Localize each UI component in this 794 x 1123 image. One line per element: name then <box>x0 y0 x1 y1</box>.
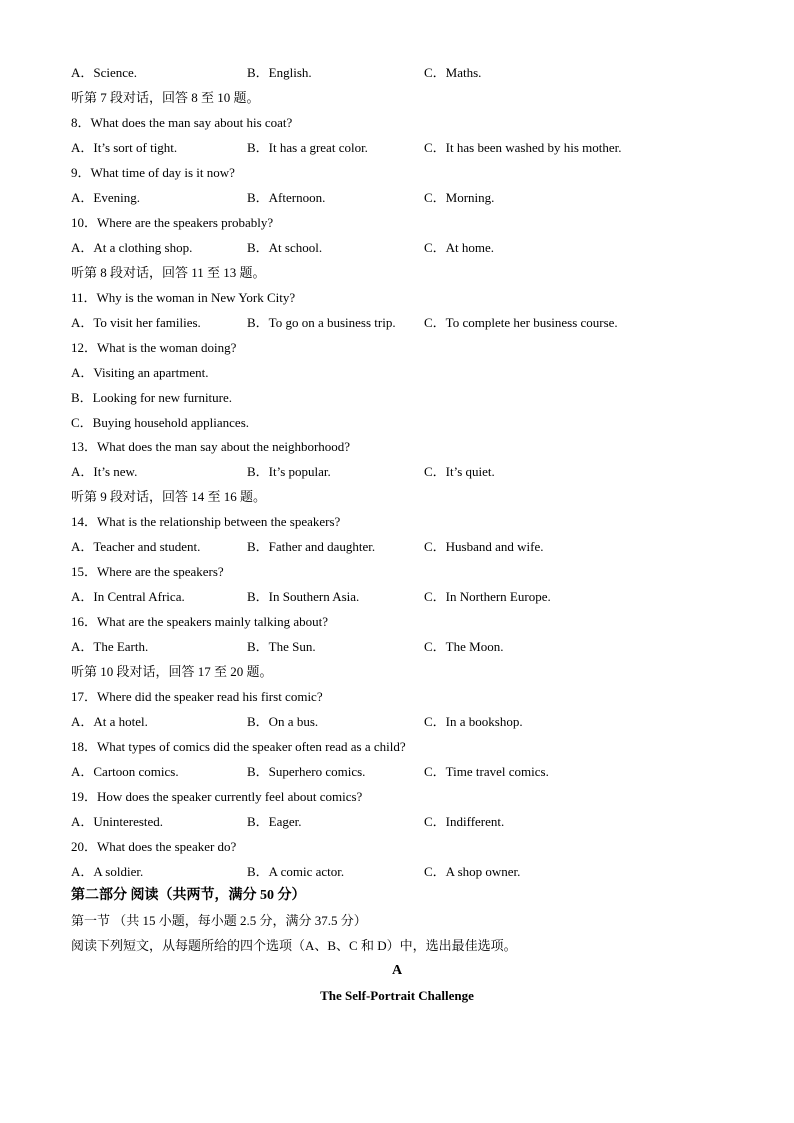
q11-option-c: C．To complete her business course. <box>424 315 618 330</box>
dialog-7-instruction: 听第 7 段对话，回答 8 至 10 题。 <box>71 90 260 105</box>
q7-option-b: B．English. <box>247 65 312 80</box>
dialog-8-instruction: 听第 8 段对话，回答 11 至 13 题。 <box>71 265 266 280</box>
q14-option-c: C．Husband and wife. <box>424 539 544 554</box>
q16-option-c: C．The Moon. <box>424 639 504 654</box>
q13-stem: 13．What does the man say about the neighborhood? <box>71 439 351 454</box>
q10-option-a: A．At a clothing shop. <box>71 240 193 255</box>
q17-option-c: C．In a bookshop. <box>424 714 523 729</box>
q18-option-b: B．Superhero comics. <box>247 764 366 779</box>
q12-stem: 12．What is the woman doing? <box>71 340 237 355</box>
q17-option-a: A．At a hotel. <box>71 714 148 729</box>
q9-option-a: A．Evening. <box>71 190 140 205</box>
q19-option-c: C．Indifferent. <box>424 814 505 829</box>
q12-option-b: B．Looking for new furniture. <box>71 390 233 405</box>
q20-stem: 20．What does the speaker do? <box>71 839 237 854</box>
q19-option-a: A．Uninterested. <box>71 814 164 829</box>
q15-option-b: B．In Southern Asia. <box>247 589 360 604</box>
q8-option-b: B．It has a great color. <box>247 140 368 155</box>
q19-stem: 19．How does the speaker currently feel about comics? <box>71 789 363 804</box>
q9-stem: 9．What time of day is it now? <box>71 165 235 180</box>
q11-option-a: A．To visit her families. <box>71 315 201 330</box>
passage-letter: A <box>391 963 403 978</box>
q9-option-b: B．Afternoon. <box>247 190 326 205</box>
q20-option-b: B．A comic actor. <box>247 864 345 879</box>
q20-option-c: C．A shop owner. <box>424 864 521 879</box>
q18-stem: 18．What types of comics did the speaker often read as a child? <box>71 739 406 754</box>
q10-option-c: C．At home. <box>424 240 495 255</box>
passage-title: The Self-Portrait Challenge <box>320 988 474 1003</box>
q17-option-b: B．On a bus. <box>247 714 319 729</box>
q7-option-a: A．Science. <box>71 65 138 80</box>
q12-option-c: C．Buying household appliances. <box>71 415 250 430</box>
q13-option-b: B．It’s popular. <box>247 464 331 479</box>
q18-option-a: A．Cartoon comics. <box>71 764 179 779</box>
q18-option-c: C．Time travel comics. <box>424 764 549 779</box>
reading-instructions: 阅读下列短文，从每题所给的四个选项（A、B、C 和 D）中，选出最佳选项。 <box>71 938 517 953</box>
q19-option-b: B．Eager. <box>247 814 302 829</box>
q7-option-c: C．Maths. <box>424 65 482 80</box>
q8-stem: 8．What does the man say about his coat? <box>71 115 293 130</box>
dialog-10-instruction: 听第 10 段对话，回答 17 至 20 题。 <box>71 664 273 679</box>
q10-option-b: B．At school. <box>247 240 323 255</box>
q9-option-c: C．Morning. <box>424 190 495 205</box>
q16-option-a: A．The Earth. <box>71 639 149 654</box>
q15-stem: 15．Where are the speakers? <box>71 564 224 579</box>
q16-stem: 16．What are the speakers mainly talking about? <box>71 614 329 629</box>
q8-option-a: A．It’s sort of tight. <box>71 140 178 155</box>
q13-option-a: A．It’s new. <box>71 464 138 479</box>
q15-option-c: C．In Northern Europe. <box>424 589 551 604</box>
q16-option-b: B．The Sun. <box>247 639 316 654</box>
q17-stem: 17．Where did the speaker read his first comic? <box>71 689 323 704</box>
section-1-heading: 第一节 （共 15 小题，每小题 2.5 分，满分 37.5 分） <box>71 913 367 928</box>
q13-option-c: C．It’s quiet. <box>424 464 495 479</box>
q11-stem: 11．Why is the woman in New York City? <box>71 290 296 305</box>
q14-option-a: A．Teacher and student. <box>71 539 201 554</box>
q15-option-a: A．In Central Africa. <box>71 589 185 604</box>
dialog-9-instruction: 听第 9 段对话，回答 14 至 16 题。 <box>71 489 267 504</box>
q11-option-b: B．To go on a business trip. <box>247 315 396 330</box>
part-2-heading: 第二部分 阅读（共两节，满分 50 分） <box>71 888 306 903</box>
q20-option-a: A．A soldier. <box>71 864 144 879</box>
q12-option-a: A．Visiting an apartment. <box>71 365 209 380</box>
q10-stem: 10．Where are the speakers probably? <box>71 215 274 230</box>
q14-option-b: B．Father and daughter. <box>247 539 376 554</box>
q14-stem: 14．What is the relationship between the speakers? <box>71 514 341 529</box>
q8-option-c: C．It has been washed by his mother. <box>424 140 622 155</box>
